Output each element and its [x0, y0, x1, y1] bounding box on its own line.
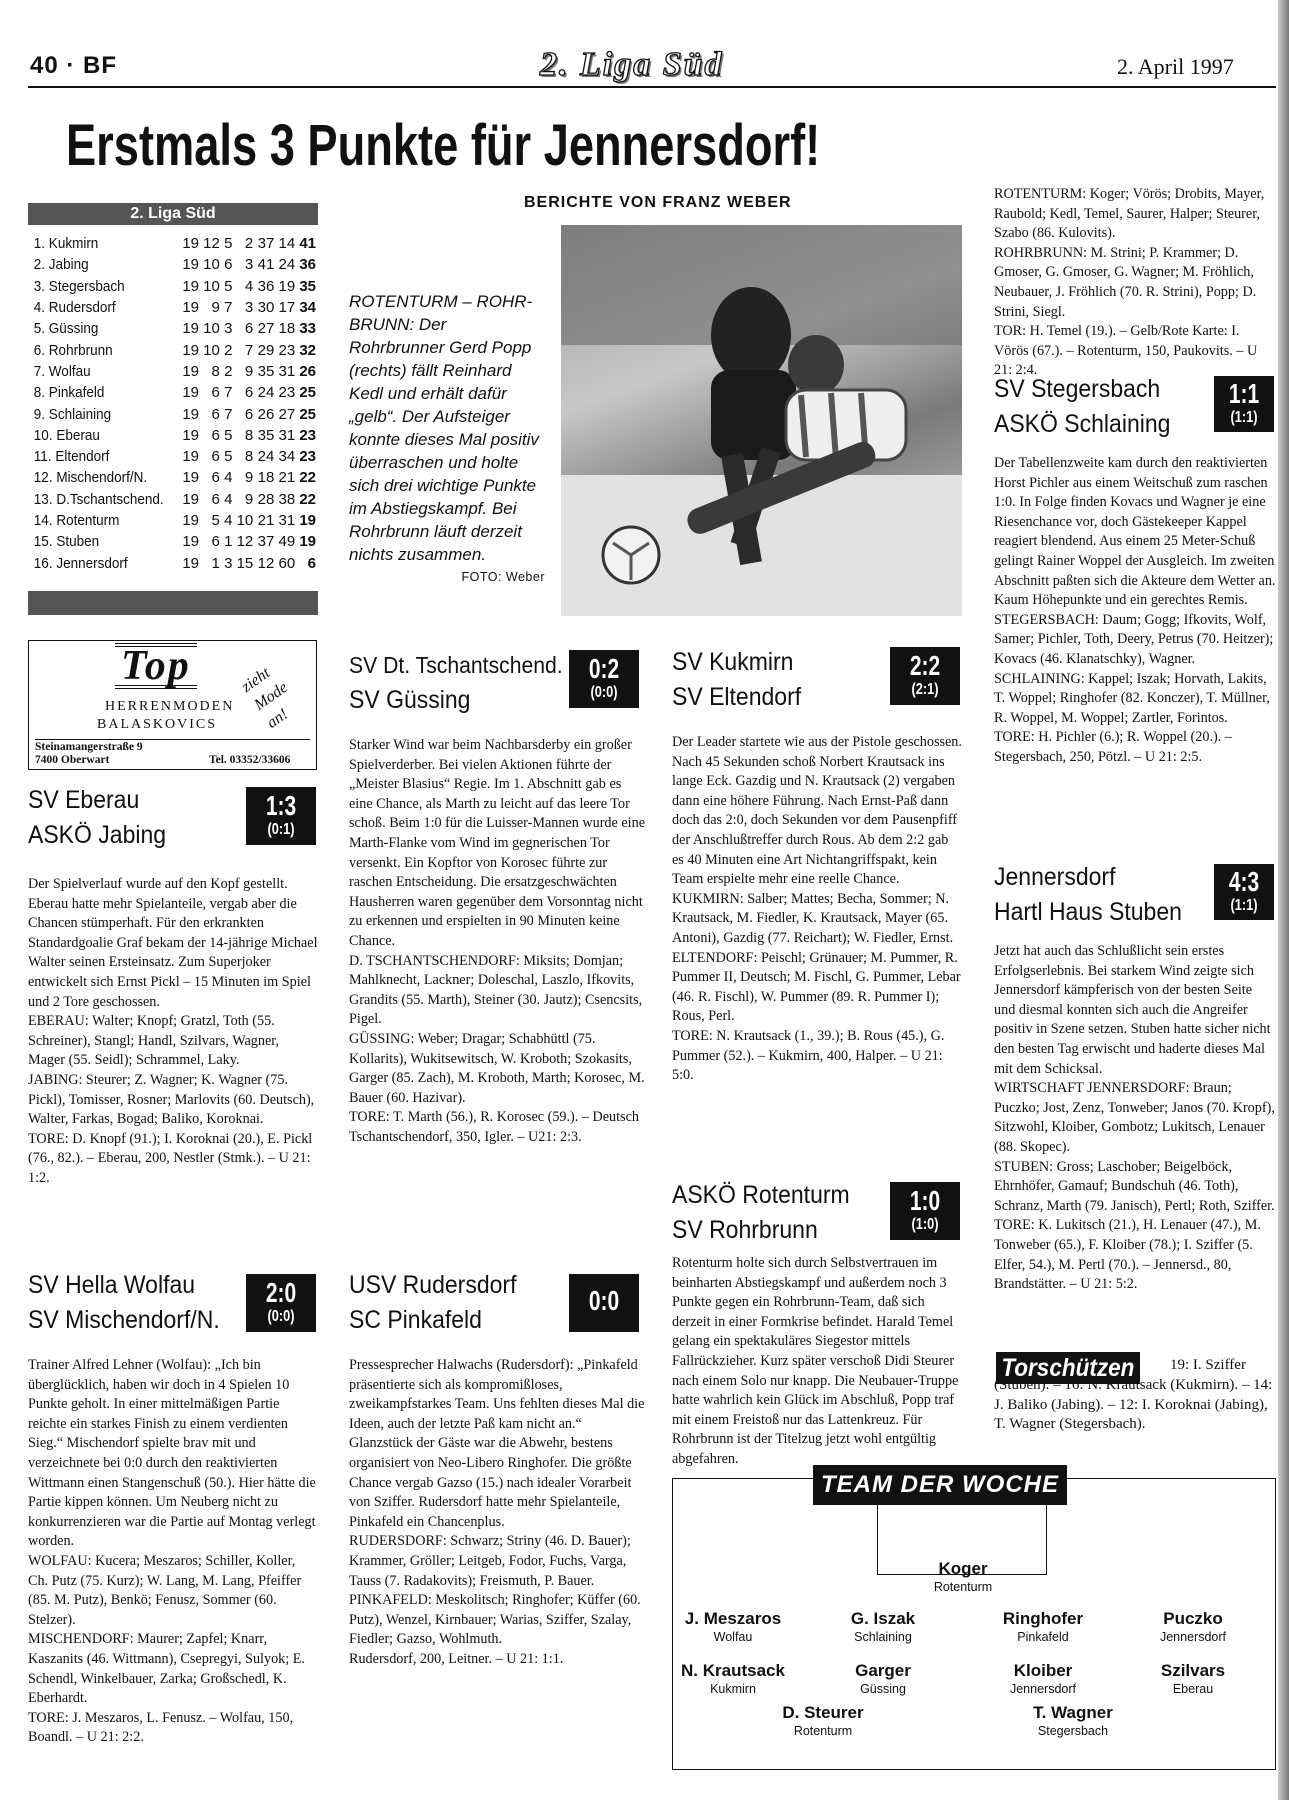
match-report	[672, 1254, 962, 1467]
standings-goals: 21 31	[257, 512, 296, 529]
ad-line2: BALASKOVICS	[97, 717, 218, 732]
standings-team: 1. Kukmirn	[33, 235, 99, 253]
ad-logo: Top	[115, 643, 197, 689]
report-text: Jetzt hat auch das Schlußlicht sein erstes Erfolgserlebnis. Bei starkem Wind zeigte sich Jennersdorf kämpferisch von der besten Seite und diesmal konnten sich auch die Angreifer positiv in Szene setzen. Stuben hatte sicher nicht den besten Tag erwischt und haderte dieses Mal mit dem Schicksal.	[994, 943, 1271, 1077]
standings-points: 6	[307, 554, 316, 572]
standings-team: 6. Rohrbrunn	[33, 341, 113, 359]
score-final: 1:1	[1228, 378, 1260, 409]
rotenturm-lineups	[994, 185, 1276, 381]
lineup-away: ROHRBRUNN: M. Strini; P. Krammer; D. Gmoser, G. Gmoser, G. Wagner; M. Fröhlich, Neubauer, J. Fröhlich (70. R. Strini), Popp; D. Strini, Siegl.	[994, 244, 1257, 320]
away-team: ASKÖ Schlaining	[994, 410, 1171, 438]
home-team: ASKÖ Rotenturm	[672, 1181, 850, 1209]
away-team: Hartl Haus Stuben	[994, 898, 1182, 926]
player-name: D. Steurer	[782, 1703, 864, 1722]
match-stegersbach	[994, 372, 1276, 768]
standings-team: 15. Stuben	[33, 533, 100, 551]
standings-row	[32, 276, 318, 297]
score-half: (0:1)	[267, 821, 295, 838]
match-rudersdorf	[349, 1268, 645, 1670]
standings-losses: 3	[244, 256, 254, 274]
standings-team: 14. Rotenturm	[33, 512, 120, 529]
standings-row	[32, 339, 318, 360]
standings-goals: 36 19	[257, 277, 296, 295]
standings-wins: 6	[211, 490, 220, 508]
scorers-text: 19: I. Sziffer (Stuben). – 16: N. Krautsack (Kukmirn). – 14: J. Baliko (Jabing). – 12: I. Koroknai (Jabing), T. Wagner (Stegersbach).	[994, 1357, 1273, 1433]
lineup-away: PINKAFELD: Meskolitsch; Ringhofer; Küffer (60. Putz), Wenzel, Kirnbauer; Warias, Sziffer, Szalay, Fiedler; Gazso, Wohlmuth.	[349, 1592, 641, 1648]
standings-points: 35	[299, 277, 316, 295]
standings-goals: 26 27	[257, 405, 296, 423]
standings-losses: 15	[236, 554, 254, 572]
ad-address2: 7400 Oberwart	[35, 754, 110, 766]
score-badge	[246, 1274, 316, 1332]
player-name: J. Meszaros	[684, 1609, 782, 1628]
ad-slogan: zieht Mode an!	[238, 664, 292, 732]
lineup-home: STEGERSBACH: Daum; Gogg; Ifkovits, Wolf, Samer; Pichler, Toth, Deery, Petrus (70. Heitzer); Kovacs (46. Klanatschky), Wagner.	[994, 611, 1274, 667]
standings-team: 16. Jennersdorf	[33, 554, 128, 572]
standings-box	[28, 203, 318, 615]
standings-draws: 2	[224, 341, 233, 359]
photo-credit: FOTO: Weber	[461, 570, 545, 584]
standings-wins: 10	[203, 256, 220, 274]
standings-draws: 2	[224, 362, 233, 380]
score-final: 0:0	[588, 1285, 620, 1316]
lineup-away: JABING: Steurer; Z. Wagner; K. Wagner (75. Pickl), Tomisser, Rosner; Marlovits (60. Deutsch), Walter, Farkas, Bogad; Baliko, Koroknai.	[28, 1071, 315, 1128]
standings-draws: 5	[224, 448, 233, 466]
standings-losses: 6	[244, 320, 254, 338]
standings-draws: 5	[224, 426, 233, 444]
standings-wins: 10	[203, 320, 220, 338]
standings-draws: 7	[224, 384, 233, 402]
lineup-home: EBERAU: Walter; Knopf; Gratzl, Toth (55. Schreiner), Stangl; Handl, Szilvars, Wagner, Mager (55. Seidl); Schrammel, Laky.	[28, 1013, 279, 1069]
standings-wins: 8	[211, 362, 220, 380]
standings-wins: 6	[211, 533, 220, 551]
ad-address1: Steinamangerstraße 9	[35, 741, 143, 753]
score-final: 4:3	[1228, 866, 1260, 897]
standings-draws: 5	[224, 235, 233, 253]
standings-played: 19	[182, 299, 200, 317]
player-name: Garger	[855, 1661, 911, 1680]
standings-goals: 28 38	[257, 490, 296, 508]
standings-row	[32, 318, 318, 339]
away-team: SC Pinkafeld	[349, 1306, 482, 1334]
team-of-week-player	[813, 1609, 953, 1645]
standings-goals: 35 31	[257, 426, 296, 444]
player-club: Güssing	[860, 1682, 906, 1696]
player-club: Pinkafeld	[1017, 1630, 1069, 1644]
lineup-home: WIRTSCHAFT JENNERSDORF: Braun; Puczko; Jost, Zenz, Tonweber; Janos (70. Kropf), Sitzwohl, Kloiber, Gombotz; Lukitsch, Lenauer (88. Skopec).	[994, 1080, 1275, 1155]
standings-points: 41	[299, 235, 316, 253]
match-eberau	[28, 783, 318, 1189]
team-of-week-player	[1123, 1661, 1263, 1697]
lineup-home: ROTENTURM: Koger; Vörös; Drobits, Mayer, Raubold; Kedl, Temel, Saurer, Halper; Steurer, Szabo (86. Kulovits).	[994, 186, 1265, 242]
standings-played: 19	[182, 533, 200, 551]
standings-draws: 7	[224, 299, 233, 317]
standings-draws: 5	[224, 277, 233, 295]
home-team: SV Hella Wolfau	[28, 1271, 196, 1299]
player-name: N. Krautsack	[681, 1661, 785, 1680]
standings-points: 23	[299, 426, 316, 444]
standings-footer	[28, 591, 318, 615]
standings-row	[32, 467, 318, 488]
standings-draws: 4	[224, 490, 233, 508]
standings-losses: 6	[244, 384, 254, 402]
goals: TORE: J. Meszaros, L. Fenusz. – Wolfau, 150, Boandl. – U 21: 2:2.	[28, 1709, 294, 1746]
standings-losses: 2	[244, 235, 254, 253]
player-club: Eberau	[1172, 1682, 1214, 1696]
goals: TORE: N. Krautsack (1., 39.); B. Rous (45.), G. Pummer (52.). – Kukmirn, 400, Halper. – U 21: 5:0.	[672, 1027, 945, 1084]
standings-losses: 4	[244, 277, 254, 295]
match-report	[28, 1356, 318, 1748]
standings-losses: 8	[244, 448, 254, 466]
standings-wins: 6	[211, 426, 220, 444]
standings-wins: 6	[211, 405, 220, 423]
score-final: 0:2	[588, 653, 620, 684]
standings-wins: 6	[211, 448, 220, 466]
standings-points: 34	[299, 299, 316, 317]
photo-caption-text: ROTENTURM – ROHR-BRUNN: Der Rohrbrunner Gerd Popp (rechts) fällt Reinhard Kedl und erhält dafür „gelb“. Der Aufsteiger konnte dieses Mal positiv überraschen und holte sich drei wichtige Punkte im Abstiegskampf. Bei Rohrbrunn läuft derzeit nichts zusammen.	[349, 292, 539, 564]
standings-losses: 10	[236, 512, 254, 529]
standings-points: 19	[299, 533, 316, 551]
goals: TORE: D. Knopf (91.); I. Koroknai (20.), E. Pickl (76., 82.). – Eberau, 200, Nestler (Stmk.). – U 21: 1:2.	[28, 1130, 313, 1186]
standings-played: 19	[182, 256, 200, 274]
standings-losses: 9	[244, 490, 254, 508]
photo-illustration	[561, 225, 962, 616]
home-team: Jennersdorf	[994, 863, 1116, 891]
home-team: USV Rudersdorf	[349, 1271, 517, 1299]
team-of-week	[672, 1471, 1276, 1770]
score-half: (1:1)	[1230, 897, 1258, 914]
standings-played: 19	[182, 426, 200, 444]
standings-played: 19	[182, 341, 200, 359]
standings-draws: 1	[224, 533, 233, 551]
away-team: SV Güssing	[349, 686, 471, 714]
standings-played: 19	[182, 448, 200, 466]
report-text: Rotenturm holte sich durch Selbstvertrauen im beinharten Abstiegskampf und außerdem noch 3 Punkte gegen ein Rohrbrunn-Team, daß sich derzeit in einer Formkrise befindet. Harald Temel gelang ein spektakuläres Siegestor mittels Fallrückzieher. Kurz später verschoß Didi Steurer nach einem Solo nur knapp. Die Neubauer-Truppe hatte wahrlich kein Glück im Abschluß, Popp traf mit einem Freistoß nur das Lattenkreuz. Für Rohrbrunn ist der Titelzug jetzt wohl entgültig abgefahren.	[672, 1255, 959, 1467]
standings-played: 19	[182, 277, 200, 295]
standings-goals: 35 31	[257, 362, 296, 380]
standings-wins: 6	[211, 469, 220, 487]
standings-team: 5. Güssing	[33, 320, 99, 338]
score-half: (1:0)	[911, 1216, 939, 1233]
player-club: Kukmirn	[710, 1682, 756, 1696]
player-name: G. Iszak	[850, 1609, 916, 1628]
standings-goals: 24 23	[257, 384, 296, 402]
score-badge	[890, 647, 960, 705]
score-badge	[569, 1274, 639, 1332]
score-badge	[569, 650, 639, 708]
match-report	[349, 736, 645, 1147]
standings-played: 19	[182, 384, 200, 402]
standings-points: 36	[299, 256, 316, 274]
photo-caption	[349, 290, 545, 584]
standings-played: 19	[182, 320, 200, 338]
player-club: Schlaining	[854, 1630, 912, 1644]
player-name: Kloiber	[1013, 1661, 1073, 1680]
standings-draws: 6	[224, 256, 233, 274]
goals: TOR: H. Temel (19.). – Gelb/Rote Karte: I. Vörös (67.). – Rotenturm, 150, Paukovits. – U 21: 2:4.	[994, 323, 1258, 379]
standings-row	[32, 254, 318, 275]
score-badge	[1214, 864, 1274, 920]
ad-box	[28, 640, 317, 770]
standings-losses: 8	[244, 426, 254, 444]
standings-draws: 7	[224, 405, 233, 423]
standings-losses: 9	[244, 469, 254, 487]
standings-points: 32	[299, 341, 316, 359]
league-title: 2. Liga Süd	[540, 46, 724, 83]
standings-points: 26	[299, 362, 316, 380]
standings-played: 19	[182, 362, 200, 380]
standings-draws: 3	[224, 554, 233, 572]
standings-row	[32, 233, 318, 254]
standings-team: 3. Stegersbach	[33, 277, 125, 295]
standings-goals: 30 17	[257, 299, 296, 317]
standings-points: 19	[299, 512, 316, 529]
standings-table	[32, 233, 318, 574]
team-of-week-player	[1003, 1703, 1143, 1739]
match-report	[994, 454, 1276, 768]
team-of-week-player	[893, 1559, 1033, 1595]
byline: BERICHTE VON FRANZ WEBER	[524, 194, 792, 211]
report-text: Der Spielverlauf wurde auf den Kopf gestellt. Eberau hatte mehr Spielanteile, vergab aber die Chancen stümperhaft. Für den erkrankten Standardgoalie Graf bekam der 14-jährige Michael Walter seinen Ersteinsatz. Zum Superjoker entwickelt sich Ernst Pickl – 15 Minuten im Spiel und 2 Tore geschossen.	[28, 876, 318, 1010]
match-rotenturm	[672, 1178, 962, 1467]
standings-played: 19	[182, 405, 200, 423]
standings-points: 25	[299, 405, 316, 423]
lineup-home: WOLFAU: Kucera; Meszaros; Schiller, Koller, Ch. Putz (75. Kurz); W. Lang, M. Lang, Pfeiffer (85. M. Putz), Benkö; Fenusz, Sommer (60. Stelzer).	[28, 1552, 302, 1628]
ad-line1: HERRENMODEN	[105, 699, 235, 714]
standings-row	[32, 531, 318, 552]
lineup-away: STUBEN: Gross; Laschober; Beigelböck, Ehrnhöfer, Gamauf; Bundschuh (46. Toth), Schranz, Marth (79. Janisch), Pertl; Roth, Sziffer.	[994, 1158, 1275, 1214]
standings-points: 23	[299, 448, 316, 466]
report-text: Pressesprecher Halwachs (Rudersdorf): „Pinkafeld präsentierte sich als kompromißloses, zweikampfstarkes Team. Uns fehlten dieses Mal die Ideen, auch der letzte Paß kam nicht an.“ Glanzstück der Gäste war die Abwehr, bestens organisiert von Neo-Libero Ringhofer. Die größte Chance vergab Gazso (15.) nach idealer Vorarbeit von Sziffer. Rudersdorf hatte mehr Spielanteile, Pinkafeld ein Chancenplus.	[349, 1357, 645, 1530]
team-of-week-title: TEAM DER WOCHE	[813, 1465, 1067, 1505]
away-team: SV Mischendorf/N.	[28, 1306, 220, 1334]
standings-played: 19	[182, 469, 200, 487]
lineup-home: D. TSCHANTSCHENDORF: Miksits; Domjan; Mahlknecht, Lackner; Doleschal, Laszlo, Ifkovits, Grandits (55. Marth), Steiner (30. Jautz); Csencsits, Pigel.	[349, 952, 643, 1028]
team-of-week-player	[663, 1661, 803, 1697]
standings-wins: 9	[211, 299, 220, 317]
score-final: 1:0	[909, 1185, 941, 1216]
report-text: Starker Wind war beim Nachbarsderby ein großer Spielverderber. Bei vielen Aktionen führte der „Meister Blasius“ Regie. Im 1. Abschnitt gab es eine Chance, als Marth zu leicht auf das leere Tor schoß. Beim 1:0 für die Luisser-Mannen wurde eine Marth-Flanke vom Wind im gegnerischen Tor versenkt. Ein Kopftor von Korosec führte zur raschen Entscheidung. Die ersatzgeschwächten Hausherren waren gegenüber dem Vorsonntag nicht zu erkennen und erspielten in 90 Minuten keine Chance.	[349, 737, 645, 949]
lineup-home: RUDERSDORF: Schwarz; Striny (46. D. Bauer); Krammer, Gröller; Leitgeb, Fodor, Fuchs, Varga, Tauss (7. Radakovits); Freismuth, P. Bauer.	[349, 1533, 631, 1589]
standings-team: 9. Schlaining	[33, 405, 112, 423]
standings-row	[32, 510, 318, 531]
goals: TORE: K. Lukitsch (21.), H. Lenauer (47.), M. Tonweber (65.), F. Kloiber (78.); I. Sziffer (5. Elfer, 54.), M. Pertl (70.). – Jennersd., 80, Brandstätter. – U 21: 5:2.	[994, 1217, 1261, 1293]
scorers-title: Torschützen	[996, 1352, 1140, 1384]
player-name: Szilvars	[1160, 1661, 1226, 1680]
standings-draws: 4	[224, 512, 233, 529]
home-team: SV Stegersbach	[994, 375, 1161, 403]
standings-played: 19	[182, 235, 200, 253]
score-half: (2:1)	[911, 681, 939, 698]
team-of-week-player	[813, 1661, 953, 1697]
standings-wins: 5	[211, 512, 220, 529]
match-photo	[561, 225, 962, 616]
score-badge	[890, 1182, 960, 1240]
report-text: Trainer Alfred Lehner (Wolfau): „Ich bin überglücklich, haben wir doch in 4 Spielen 10 Punkte geholt. In einer mittelmäßigen Partie reichte ein starkes Finish zu einem verdienten Sieg.“ Mischendorf spielte brav mit und verzeichnete bei 0:0 durch den reaktivierten Wittmann einen Stangenschuß (50.). Hier hätte die Partie kippen können. Um Neuberg nicht zu konkurrenzieren war die Partie auf Montag verlegt worden.	[28, 1357, 316, 1550]
standings-losses: 3	[244, 299, 254, 317]
home-team: SV Dt. Tschantschend.	[349, 652, 563, 678]
lineup-away: SCHLAINING: Kappel; Iszak; Horvath, Lakits, T. Woppel; Ringhofer (82. Konczer), T. Müllner, R. Woppel, M. Woppel; Zartler, Forintos.	[994, 670, 1270, 726]
player-club: Jennersdorf	[1159, 1630, 1226, 1644]
standings-wins: 1	[211, 554, 220, 572]
standings-wins: 12	[203, 235, 220, 253]
player-club: Wolfau	[713, 1630, 753, 1644]
score-half: (1:1)	[1230, 409, 1258, 426]
goals: TORE: T. Marth (56.), R. Korosec (59.). – Deutsch Tschantschendorf, 350, Igler. – U21: 2:3.	[349, 1109, 640, 1145]
score-half: (0:0)	[267, 1308, 295, 1325]
home-team: SV Eberau	[28, 786, 140, 814]
score-half: (0:0)	[590, 684, 618, 701]
player-club: Stegersbach	[1037, 1724, 1109, 1738]
player-name: T. Wagner	[1033, 1703, 1113, 1722]
standings-title: 2. Liga Süd	[28, 203, 318, 225]
score-final: 2:2	[909, 650, 941, 681]
page-number: 40 · BF	[30, 52, 118, 79]
standings-points: 22	[299, 490, 316, 508]
standings-losses: 9	[244, 362, 254, 380]
away-team: SV Eltendorf	[672, 683, 802, 711]
score-final: 1:3	[265, 790, 297, 821]
lineup-home: KUKMIRN: Salber; Mattes; Becha, Sommer; N. Krautsack, M. Fiedler, K. Krautsack, Mayer (65. Antoni), Gazdig (77. Reichart); W. Fiedler, Ernst.	[672, 890, 954, 946]
score-badge	[246, 787, 316, 845]
standings-team: 12. Mischendorf/N.	[33, 469, 148, 487]
standings-team: 11. Eltendorf	[33, 448, 110, 466]
standings-goals: 41 24	[257, 256, 296, 274]
player-name: Puczko	[1163, 1609, 1223, 1628]
away-team: SV Rohrbrunn	[672, 1216, 818, 1244]
standings-draws: 3	[224, 320, 233, 338]
match-report	[994, 942, 1276, 1295]
player-club: Rotenturm	[933, 1580, 993, 1594]
player-name: Ringhofer	[1002, 1609, 1084, 1628]
match-kukmirn	[672, 645, 962, 1086]
report-text: Der Tabellenzweite kam durch den reaktivierten Horst Pichler aus einem Weitschuß zum raschen 1:0. In Folge finden Kovacs und Wagner je eine Riesenchance vor, doch Gästekeeper Kappel reagiert blendend. Aus einem 25 Meter-Schuß gelingt Rainer Woppel der Ausgleich. Im zweiten Abschnitt paßten sich die Akteure dem Wetter an. Kaum Höhepunkte und ein gerechtes Remis.	[994, 455, 1276, 609]
match-tschantschend	[349, 648, 645, 1147]
match-report	[672, 733, 962, 1086]
standings-row	[32, 446, 318, 467]
standings-team: 4. Rudersdorf	[33, 299, 116, 317]
team-of-week-player	[753, 1703, 893, 1739]
standings-points: 22	[299, 469, 316, 487]
team-of-week-player	[663, 1609, 803, 1645]
standings-goals: 37 49	[257, 533, 296, 551]
match-report	[28, 875, 318, 1189]
standings-played: 19	[182, 490, 200, 508]
player-name: Koger	[938, 1559, 988, 1578]
standings-row	[32, 297, 318, 318]
issue-date: 2. April 1997	[1117, 54, 1234, 79]
standings-goals: 29 23	[257, 341, 296, 359]
team-of-week-player	[1123, 1609, 1263, 1645]
page-header	[0, 0, 1289, 90]
standings-losses: 12	[236, 533, 254, 551]
standings-wins: 6	[211, 384, 220, 402]
standings-draws: 4	[224, 469, 233, 487]
standings-row	[32, 403, 318, 424]
standings-losses: 6	[244, 405, 254, 423]
lineup-away: MISCHENDORF: Maurer; Zapfel; Knarr, Kaszanits (46. Wittmann), Csepregyi, Sulyok; E. Schendl, Winkelbauer, Zarka; Großschedl, K. Eberhardt.	[28, 1631, 305, 1707]
standings-losses: 7	[244, 341, 254, 359]
standings-wins: 10	[203, 341, 220, 359]
match-jennersdorf	[994, 860, 1276, 1295]
standings-row	[32, 361, 318, 382]
standings-team: 10. Eberau	[33, 426, 100, 444]
standings-points: 25	[299, 384, 316, 402]
team-of-week-player	[973, 1661, 1113, 1697]
standings-goals: 37 14	[257, 235, 296, 253]
lineup-away: GÜSSING: Weber; Dragar; Schabhüttl (75. Kollarits), Wukitsewitsch, W. Kroboth; Szokasits, Garger (85. Zach), M. Kroboth, Marth; Korosec, M. Bauer (60. Hazivar).	[349, 1030, 645, 1106]
match-report	[349, 1356, 645, 1670]
standings-wins: 10	[203, 277, 220, 295]
standings-played: 19	[182, 554, 200, 572]
standings-team: 7. Wolfau	[33, 362, 91, 380]
match-wolfau	[28, 1268, 318, 1748]
report-text: Der Leader startete wie aus der Pistole geschossen. Nach 45 Sekunden schoß Norbert Krautsack ins lange Eck. Gazdig und N. Krautsack (2) vergaben dann eine höhere Führung. Nach Ernst-Paß dann doch das 2:0, doch Sekunden vor dem Pausenpfiff der Anschlußtreffer durch Rous. Ab dem 2:2 gab es 40 Minuten eine Art Nichtangriffspakt, kein Team erspielte mehr eine reelle Chance.	[672, 734, 962, 888]
standings-goals: 27 18	[257, 320, 296, 338]
header-rule	[28, 86, 1276, 88]
page-gutter	[1278, 0, 1289, 1800]
standings-team: 8. Pinkafeld	[33, 384, 105, 402]
headline: Erstmals 3 Punkte für Jennersdorf!	[66, 113, 821, 178]
away-team: ASKÖ Jabing	[28, 821, 167, 849]
goals: Rudersdorf, 200, Leitner. – U 21: 1:1.	[349, 1650, 564, 1667]
ad-rule	[35, 739, 310, 740]
standings-points: 33	[299, 320, 316, 338]
standings-row	[32, 382, 318, 403]
standings-goals: 24 34	[257, 448, 296, 466]
standings-team: 2. Jabing	[33, 256, 89, 274]
player-club: Jennersdorf	[1009, 1682, 1076, 1696]
standings-goals: 12 60	[257, 554, 296, 572]
standings-played: 19	[182, 512, 200, 529]
standings-row	[32, 425, 318, 446]
goals: TORE: H. Pichler (6.); R. Woppel (20.). – Stegersbach, 250, Pötzl. – U 21: 2:5.	[994, 729, 1232, 765]
standings-row	[32, 489, 318, 510]
score-badge	[1214, 376, 1274, 432]
team-of-week-player	[973, 1609, 1113, 1645]
score-final: 2:0	[265, 1277, 297, 1308]
home-team: SV Kukmirn	[672, 648, 794, 676]
standings-goals: 18 21	[257, 469, 296, 487]
ad-phone: Tel. 03352/33606	[209, 754, 291, 766]
player-club: Rotenturm	[793, 1724, 853, 1738]
standings-team: 13. D.Tschantschend.	[33, 490, 164, 508]
lineup-away: ELTENDORF: Peischl; Grünauer; M. Pummer, R. Pummer II, Deutsch; M. Fischl, G. Pummer, Lebar (46. R. Fischl), W. Pummer (89. R. Pummer I); Rous, Perl.	[672, 949, 961, 1025]
standings-row	[32, 552, 318, 573]
